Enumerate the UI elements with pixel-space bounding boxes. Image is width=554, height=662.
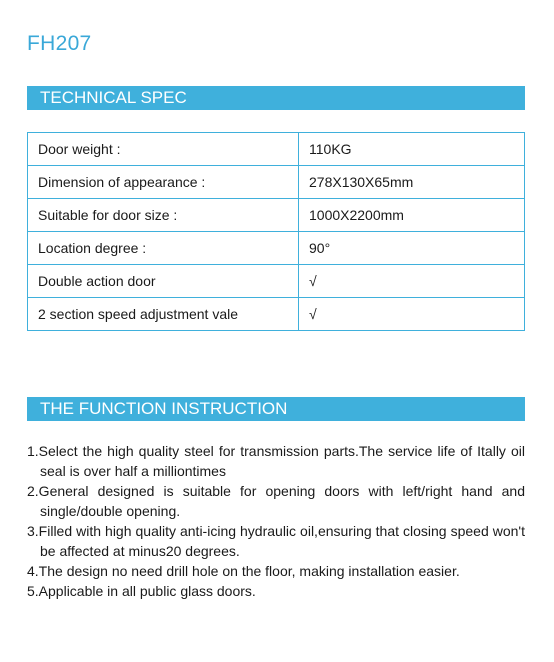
spec-value: 1000X2200mm [299, 199, 525, 232]
table-row [28, 166, 525, 199]
technical-spec-heading: TECHNICAL SPEC [27, 86, 525, 110]
table-row [28, 133, 525, 166]
list-item: 4.The design no need drill hole on the floor, making installation easier. [27, 563, 460, 579]
list-item: 2.General designed is suitable for opening doors with left/right hand and single/double opening. [27, 483, 525, 519]
spec-label: Location degree : [28, 232, 299, 265]
spec-label: Door weight : [28, 133, 299, 166]
spec-label: Suitable for door size : [28, 199, 299, 232]
table-row [28, 265, 525, 298]
spec-value: 278X130X65mm [299, 166, 525, 199]
spec-label: Dimension of appearance : [28, 166, 299, 199]
model-title: FH207 [27, 32, 92, 55]
spec-value: √ [299, 298, 525, 331]
table-row [28, 199, 525, 232]
spec-value: √ [299, 265, 525, 298]
table-row [28, 232, 525, 265]
spec-value: 110KG [299, 133, 525, 166]
spec-value: 90° [299, 232, 525, 265]
spec-label: 2 section speed adjustment vale [28, 298, 299, 331]
list-item: 1.Select the high quality steel for transmission parts.The service life of Itally oil seal is over half a milliontimes [27, 443, 525, 479]
table-row [28, 298, 525, 331]
instruction-list [27, 441, 525, 601]
spec-label: Double action door [28, 265, 299, 298]
function-instruction-heading: THE FUNCTION INSTRUCTION [27, 397, 525, 421]
list-item: 3.Filled with high quality anti-icing hydraulic oil,ensuring that closing speed won't be affected at minus20 degrees. [27, 523, 525, 559]
spec-table [27, 132, 525, 331]
list-item: 5.Applicable in all public glass doors. [27, 583, 256, 599]
